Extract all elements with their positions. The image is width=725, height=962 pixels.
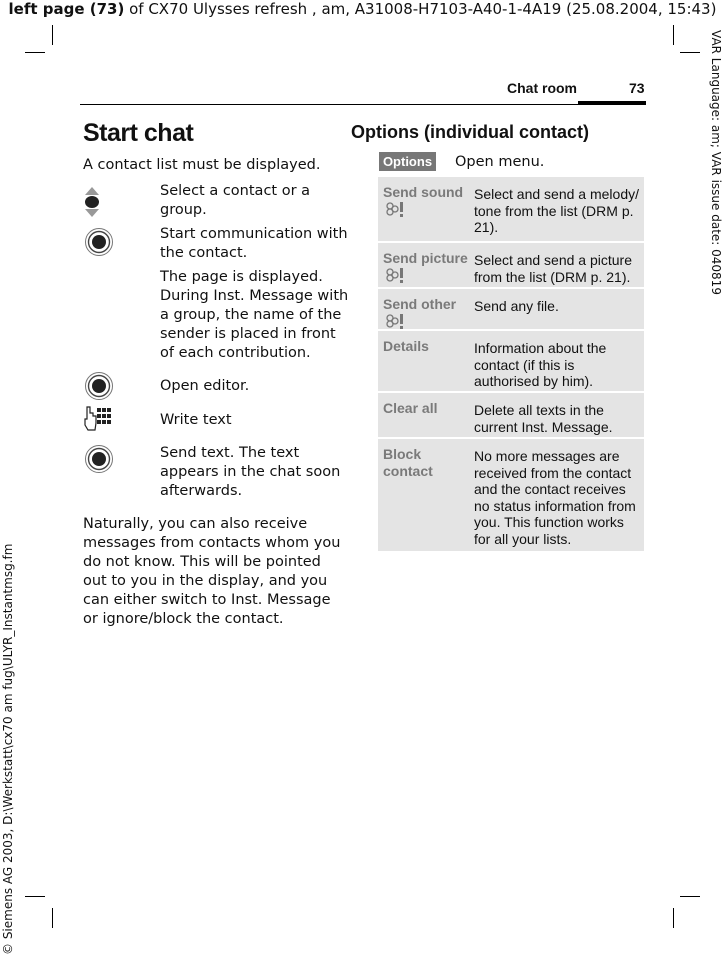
var-language-note: VAR Language: am; VAR issue date: 040819 (709, 30, 723, 295)
drm-icon (385, 201, 407, 221)
step-page-displayed: The page is displayed. During Inst. Message with a group, the name of the sender is placed in front of each contribution. (160, 269, 349, 361)
step-write-text: Write text (160, 412, 232, 428)
intro-text: A contact list must be displayed. (83, 157, 321, 173)
option-description: Select and send a melody/ tone from the list (DRM p. 21). (474, 186, 639, 235)
step-open-editor: Open editor. (160, 378, 250, 394)
crop-mark (25, 896, 45, 897)
softkey-description: Open menu. (455, 154, 545, 170)
navigation-key-icon (84, 186, 100, 222)
option-row-send-other (378, 289, 644, 329)
option-row-details (378, 331, 644, 391)
option-description: Delete all texts in the current Inst. Message. (474, 402, 613, 435)
crop-mark (25, 52, 45, 53)
crop-mark (673, 25, 674, 45)
closing-paragraph: Naturally, you can also receive messages from contacts whom you do not know. This will be pointed out to you in the display, and you can either switch to Inst. Message or ignore/block the contact. (83, 516, 341, 627)
option-description: Select and send a picture from the list (DRM p. 21). (474, 252, 632, 285)
file-header (0, 0, 725, 18)
option-label: Clear all (383, 400, 438, 416)
step-select-contact: Select a contact or a group. (160, 183, 311, 218)
section-heading: Start chat (83, 119, 194, 147)
option-label-text: Send other (383, 296, 457, 312)
options-heading: Options (individual contact) (351, 122, 589, 142)
page-number: 73 (629, 80, 645, 96)
step-start-communication: Start communication with the contact. (160, 226, 348, 261)
option-row-block-contact (378, 439, 644, 551)
keypad-icon (84, 405, 112, 435)
option-label (383, 296, 468, 333)
drm-icon (385, 267, 407, 287)
step-send-text: Send text. The text appears in the chat soon afterwards. (160, 445, 341, 499)
option-description: Information about the contact (if this is authorised by him). (474, 340, 607, 389)
crop-mark (52, 25, 53, 45)
option-row-send-sound (378, 177, 644, 241)
option-label: Block contact (383, 446, 433, 479)
joystick-press-icon (84, 444, 114, 478)
joystick-press-icon (84, 371, 114, 405)
file-header-details: of CX70 Ulysses refresh , am, A31008-H7103-A40-1-4A19 (25.08.2004, 15:43) (124, 0, 717, 18)
page-number-bar (578, 101, 646, 105)
crop-mark (680, 52, 700, 53)
option-label: Details (383, 338, 429, 354)
crop-mark (673, 908, 674, 928)
option-row-send-picture (378, 243, 644, 287)
file-header-page: left page (73) (8, 0, 125, 18)
option-row-clear-all (378, 393, 644, 437)
option-label (383, 184, 468, 221)
drm-icon (385, 313, 407, 333)
header-rule (80, 104, 646, 105)
crop-mark (680, 896, 700, 897)
copyright-path-note: © Siemens AG 2003, D:\Werkstatt\cx70 am fug\ULYR_Instantmsg.fm (1, 543, 15, 955)
options-softkey: Options (379, 152, 436, 171)
joystick-press-icon (84, 227, 114, 261)
running-head-section: Chat room (507, 80, 577, 96)
crop-mark (52, 908, 53, 928)
option-description: No more messages are received from the contact and the contact receives no status information from you. This function works for all your lists. (474, 448, 636, 547)
option-description: Send any file. (474, 298, 559, 314)
option-label (383, 250, 471, 287)
option-label-text: Send picture (383, 250, 468, 266)
option-label-text: Send sound (383, 184, 464, 200)
